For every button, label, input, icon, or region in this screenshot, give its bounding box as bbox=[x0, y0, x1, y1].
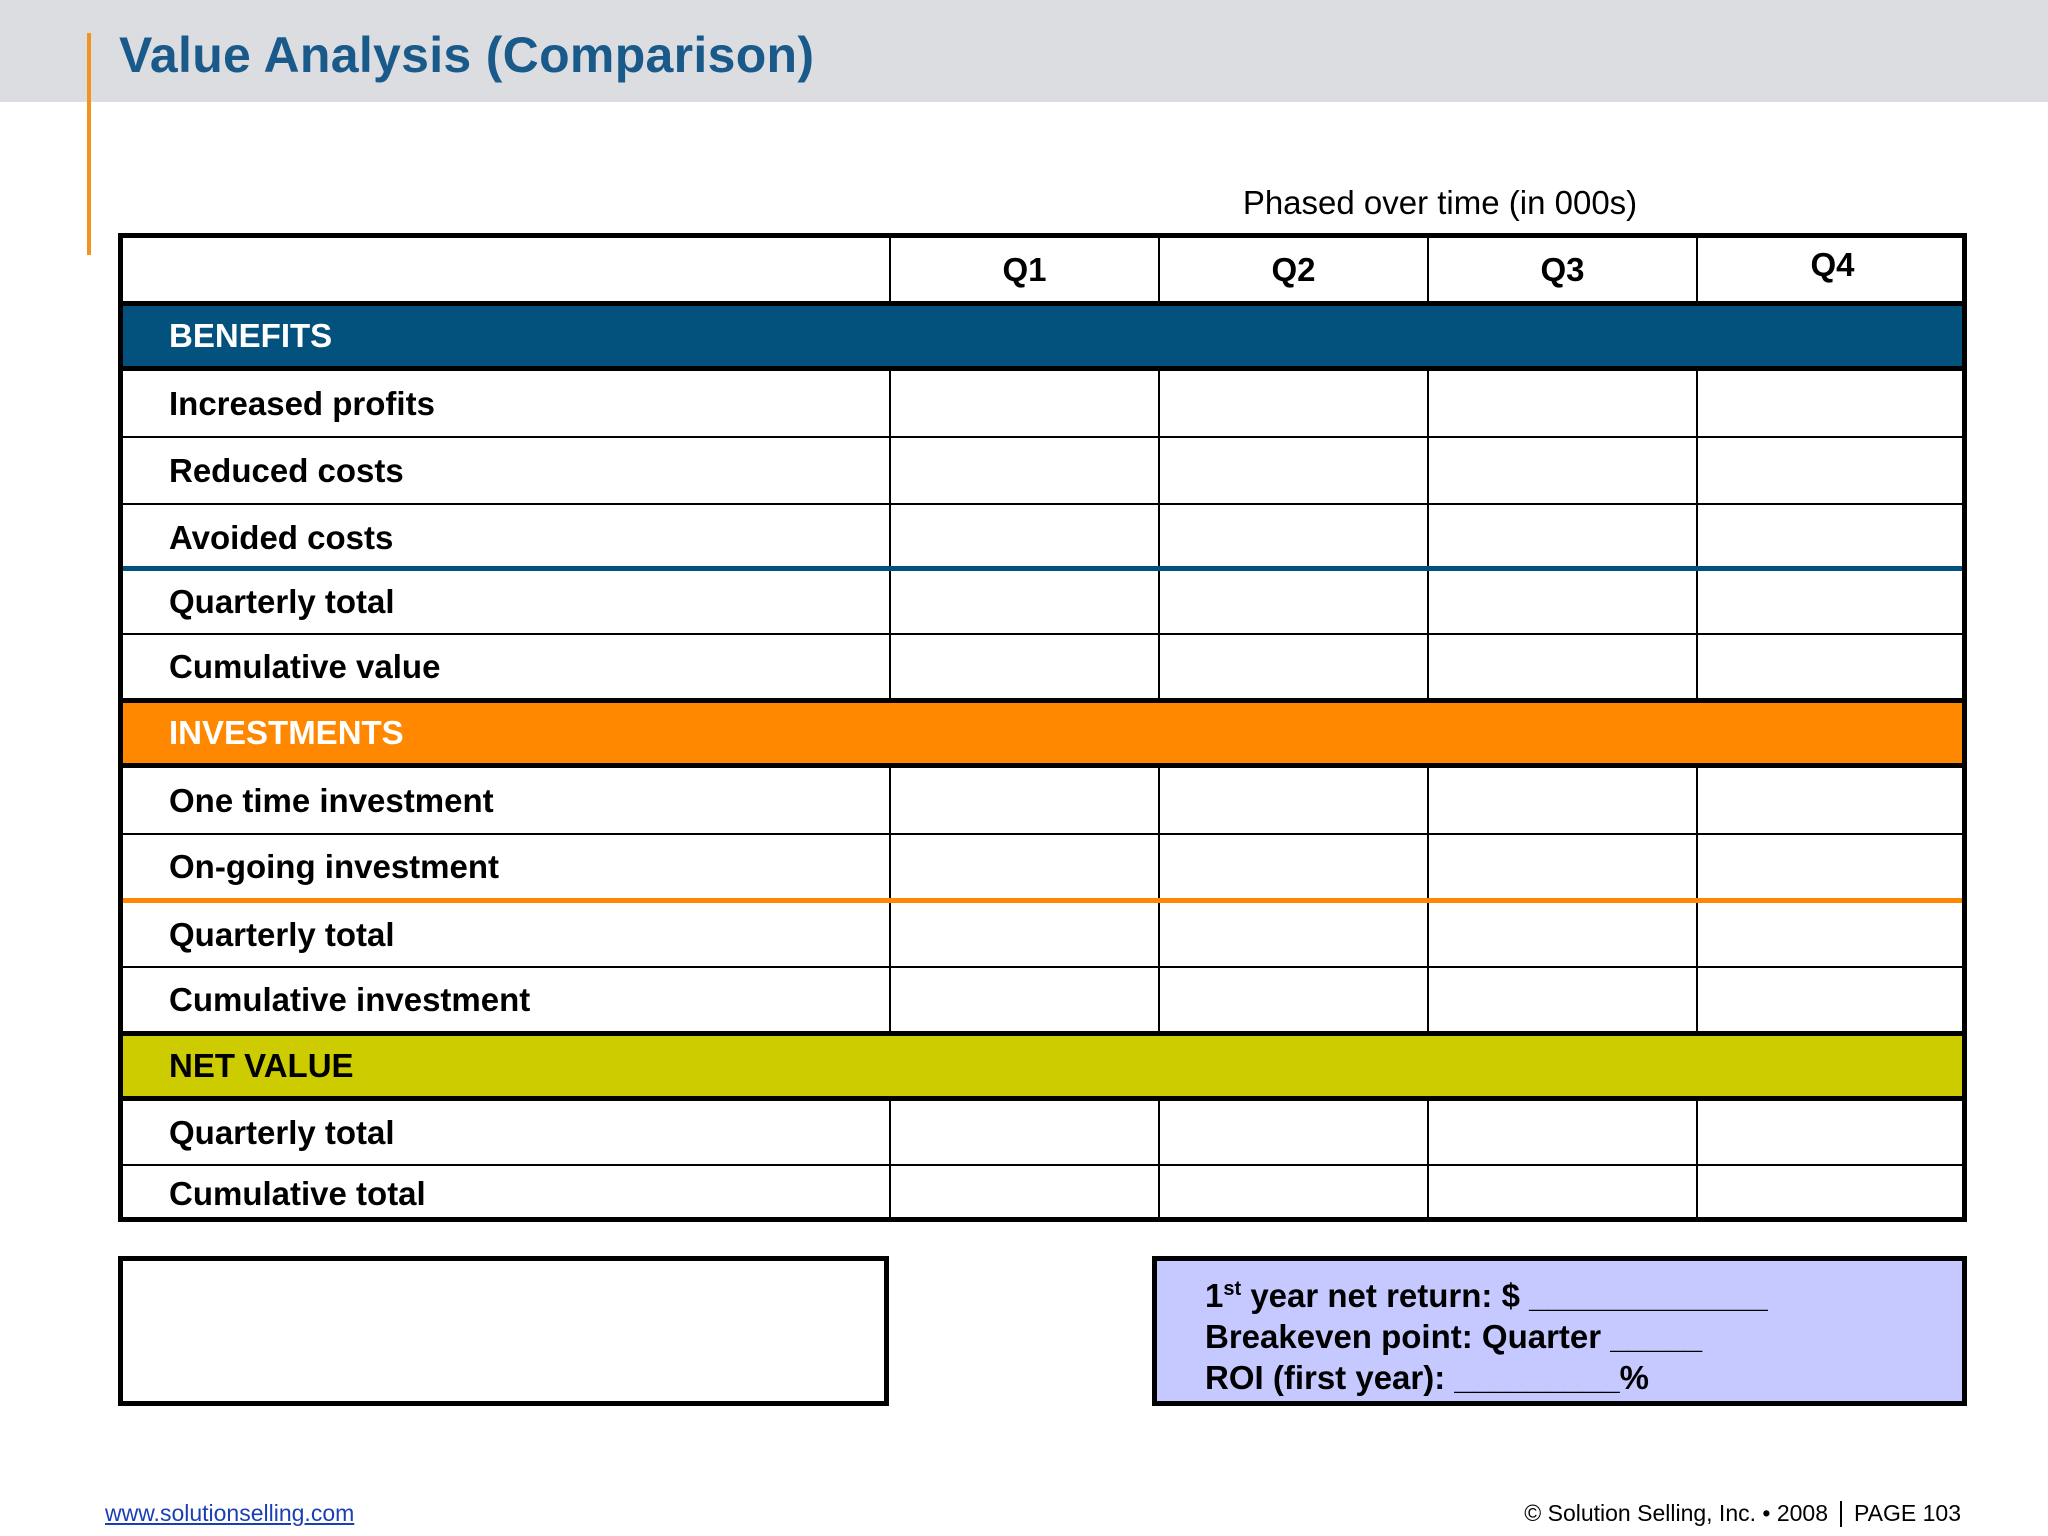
investments-section-header bbox=[123, 703, 1962, 763]
page-title: Value Analysis (Comparison) bbox=[119, 27, 815, 83]
benefits-heading: BENEFITS bbox=[169, 317, 333, 354]
header-row bbox=[123, 238, 1962, 301]
table-row bbox=[123, 505, 1962, 570]
table-row bbox=[123, 835, 1962, 898]
cell-q1[interactable] bbox=[889, 571, 1158, 633]
row-label-increased-profits: Increased profits bbox=[169, 384, 435, 422]
table-row bbox=[123, 1101, 1962, 1164]
summary-breakeven: Breakeven point: Quarter _____ bbox=[1205, 1318, 1703, 1355]
row-label-cumulative-value: Cumulative value bbox=[169, 647, 441, 685]
row-label-quarterly-total: Quarterly total bbox=[169, 1113, 395, 1151]
cell-q4[interactable] bbox=[1696, 1101, 1967, 1164]
table-row bbox=[123, 371, 1962, 436]
summary-net-return: 1st year net return: $ _____________ bbox=[1205, 1277, 1768, 1314]
table-row bbox=[123, 571, 1962, 633]
benefits-section-header bbox=[123, 306, 1962, 366]
cell-q3[interactable] bbox=[1427, 968, 1696, 1031]
table-caption: Phased over time (in 000s) bbox=[1242, 184, 1638, 221]
cell-q2[interactable] bbox=[1158, 438, 1427, 503]
investments-heading: INVESTMENTS bbox=[169, 714, 404, 751]
cell-q1[interactable] bbox=[889, 835, 1158, 898]
cell-q3[interactable] bbox=[1427, 903, 1696, 966]
cell-q3[interactable] bbox=[1427, 371, 1696, 436]
table-row bbox=[123, 968, 1962, 1031]
cell-q2[interactable] bbox=[1158, 768, 1427, 833]
cell-q3[interactable] bbox=[1427, 571, 1696, 633]
cell-q4[interactable] bbox=[1696, 635, 1967, 698]
table-row bbox=[123, 903, 1962, 966]
cell-q2[interactable] bbox=[1158, 1166, 1427, 1222]
row-label-one-time-investment: One time investment bbox=[169, 781, 494, 819]
cell-q2[interactable] bbox=[1158, 835, 1427, 898]
notes-box[interactable] bbox=[118, 1256, 889, 1406]
cell-q1[interactable] bbox=[889, 768, 1158, 833]
page-number: PAGE 103 bbox=[1854, 1500, 1961, 1526]
footer-divider bbox=[1840, 1501, 1842, 1527]
cell-q2[interactable] bbox=[1158, 1101, 1427, 1164]
summary-box bbox=[1152, 1256, 1967, 1406]
cell-q4[interactable] bbox=[1696, 903, 1967, 966]
cell-q3[interactable] bbox=[1427, 635, 1696, 698]
cell-q2[interactable] bbox=[1158, 571, 1427, 633]
cell-q2[interactable] bbox=[1158, 968, 1427, 1031]
summary-roi: ROI (first year): _________% bbox=[1205, 1359, 1649, 1396]
cell-q2[interactable] bbox=[1158, 635, 1427, 698]
cell-q4[interactable] bbox=[1696, 768, 1967, 833]
cell-q4[interactable] bbox=[1696, 968, 1967, 1031]
cell-q4[interactable] bbox=[1696, 571, 1967, 633]
row-label-cumulative-total: Cumulative total bbox=[169, 1175, 426, 1212]
cell-q1[interactable] bbox=[889, 635, 1158, 698]
cell-q4[interactable] bbox=[1696, 371, 1967, 436]
title-accent-line bbox=[87, 33, 91, 255]
row-label-on-going-investment: On-going investment bbox=[169, 847, 499, 885]
row-label-quarterly-total: Quarterly total bbox=[169, 915, 395, 953]
copyright-text: © Solution Selling, Inc. • 2008 bbox=[1524, 1500, 1829, 1526]
column-header-q4: Q4 bbox=[1696, 238, 1967, 301]
cell-q1[interactable] bbox=[889, 1101, 1158, 1164]
cell-q1[interactable] bbox=[889, 371, 1158, 436]
column-header-q2: Q2 bbox=[1158, 238, 1427, 301]
cell-q2[interactable] bbox=[1158, 903, 1427, 966]
column-header-q1: Q1 bbox=[889, 238, 1158, 301]
cell-q1[interactable] bbox=[889, 438, 1158, 503]
cell-q4[interactable] bbox=[1696, 505, 1967, 570]
cell-q1[interactable] bbox=[889, 1166, 1158, 1222]
table-row bbox=[123, 1166, 1962, 1222]
table-row bbox=[123, 438, 1962, 503]
cell-q3[interactable] bbox=[1427, 768, 1696, 833]
cell-q3[interactable] bbox=[1427, 505, 1696, 570]
footer-info bbox=[1524, 1500, 1961, 1527]
column-header-q3: Q3 bbox=[1427, 238, 1696, 301]
cell-q1[interactable] bbox=[889, 505, 1158, 570]
cell-q4[interactable] bbox=[1696, 835, 1967, 898]
table-row bbox=[123, 768, 1962, 833]
cell-q3[interactable] bbox=[1427, 438, 1696, 503]
cell-q3[interactable] bbox=[1427, 835, 1696, 898]
cell-q3[interactable] bbox=[1427, 1101, 1696, 1164]
cell-q2[interactable] bbox=[1158, 371, 1427, 436]
row-label-reduced-costs: Reduced costs bbox=[169, 451, 404, 489]
row-label-quarterly-total: Quarterly total bbox=[169, 583, 395, 620]
net-value-section-header bbox=[123, 1036, 1962, 1096]
cell-q1[interactable] bbox=[889, 968, 1158, 1031]
cell-q2[interactable] bbox=[1158, 505, 1427, 570]
cell-q1[interactable] bbox=[889, 903, 1158, 966]
net-value-heading: NET VALUE bbox=[169, 1047, 354, 1084]
row-label-cumulative-investment: Cumulative investment bbox=[169, 980, 531, 1018]
website-link[interactable]: www.solutionselling.com bbox=[105, 1500, 355, 1526]
cell-q4[interactable] bbox=[1696, 1166, 1967, 1222]
cell-q3[interactable] bbox=[1427, 1166, 1696, 1222]
row-label-avoided-costs: Avoided costs bbox=[169, 518, 394, 556]
table-row bbox=[123, 635, 1962, 698]
value-analysis-table bbox=[118, 233, 1967, 1222]
cell-q4[interactable] bbox=[1696, 438, 1967, 503]
